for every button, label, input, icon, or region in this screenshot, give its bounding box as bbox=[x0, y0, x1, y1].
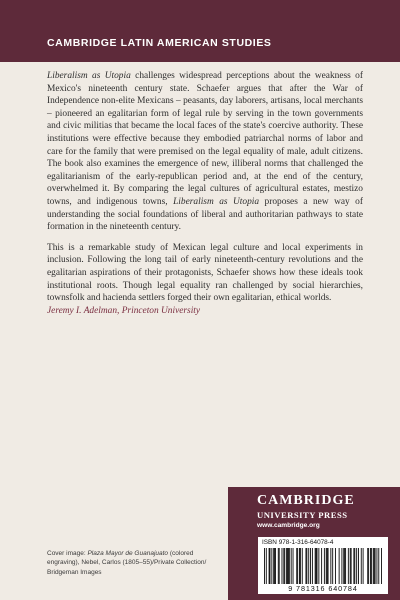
barcode-panel bbox=[258, 537, 388, 594]
endorsement-paragraph bbox=[47, 242, 363, 318]
book-title-italic: Liberalism as Utopia bbox=[173, 196, 260, 207]
publisher-url: www.cambridge.org bbox=[257, 522, 320, 529]
publisher-subtitle: UNIVERSITY PRESS bbox=[257, 510, 348, 520]
series-banner bbox=[0, 0, 400, 62]
back-cover-text bbox=[47, 70, 363, 317]
credit-image-title: Plaza Mayor de Guanajuato bbox=[87, 550, 169, 557]
credit-details: (colored engraving), Nebel, Carlos (1805–55)/Private Collection/ Bridgeman Images bbox=[47, 550, 207, 576]
description-paragraph bbox=[47, 70, 363, 234]
publisher-block bbox=[228, 487, 400, 600]
endorsement-quote: This is a remarkable study of Mexican legal culture and local experiments in inclusion. Following the long tail of early nineteenth-century revolutions and the egalitarian aspirations of their protagonists, Schaefer shows how these ideals took institutional roots. Though legal equality ran challenged by social hierarchies, townsfolk and hacienda settlers forged their own egalitarian, ethical worlds. bbox=[47, 242, 363, 304]
cover-image-credit bbox=[47, 549, 225, 577]
endorsement-author: Jeremy I. Adelman, Princeton University bbox=[47, 305, 201, 316]
description-text: challenges widespread perceptions about the weakness of Mexico's nineteenth century state. Schaefer argues that after the War of Independence non-elite Mexicans – peasants, day laborers, artisans, local merchants – pioneered an egalitarian form of legal rule by serving in the town governments and civic militias that became the local faces of the state's coercive authority. These institutions were effective because they embodied patriarchal norms of labor and care for the family that were premised on the legal equality of male, adult citizens. The book also examines the emergence of new, illiberal norms that challenged the egalitarianism of the early-republican period and, at the end of the century, overwhelmed it. By comparing the legal cultures of agricultural estates, mestizo towns, and indigenous towns, bbox=[47, 71, 363, 207]
description-text: proposes a new way of understanding the social foundations of liberal and authoritarian pathways to state formation in the nineteenth century. bbox=[47, 196, 363, 233]
series-title: CAMBRIDGE LATIN AMERICAN STUDIES bbox=[47, 37, 272, 49]
book-title-italic: Liberalism as Utopia bbox=[47, 71, 131, 81]
publisher-name: CAMBRIDGE bbox=[257, 493, 355, 508]
barcode-digits: 9 781316 640784 bbox=[288, 584, 358, 593]
credit-prefix: Cover image: bbox=[47, 550, 88, 557]
barcode-icon bbox=[264, 548, 382, 584]
isbn-label: ISBN 978-1-316-64078-4 bbox=[262, 539, 334, 546]
